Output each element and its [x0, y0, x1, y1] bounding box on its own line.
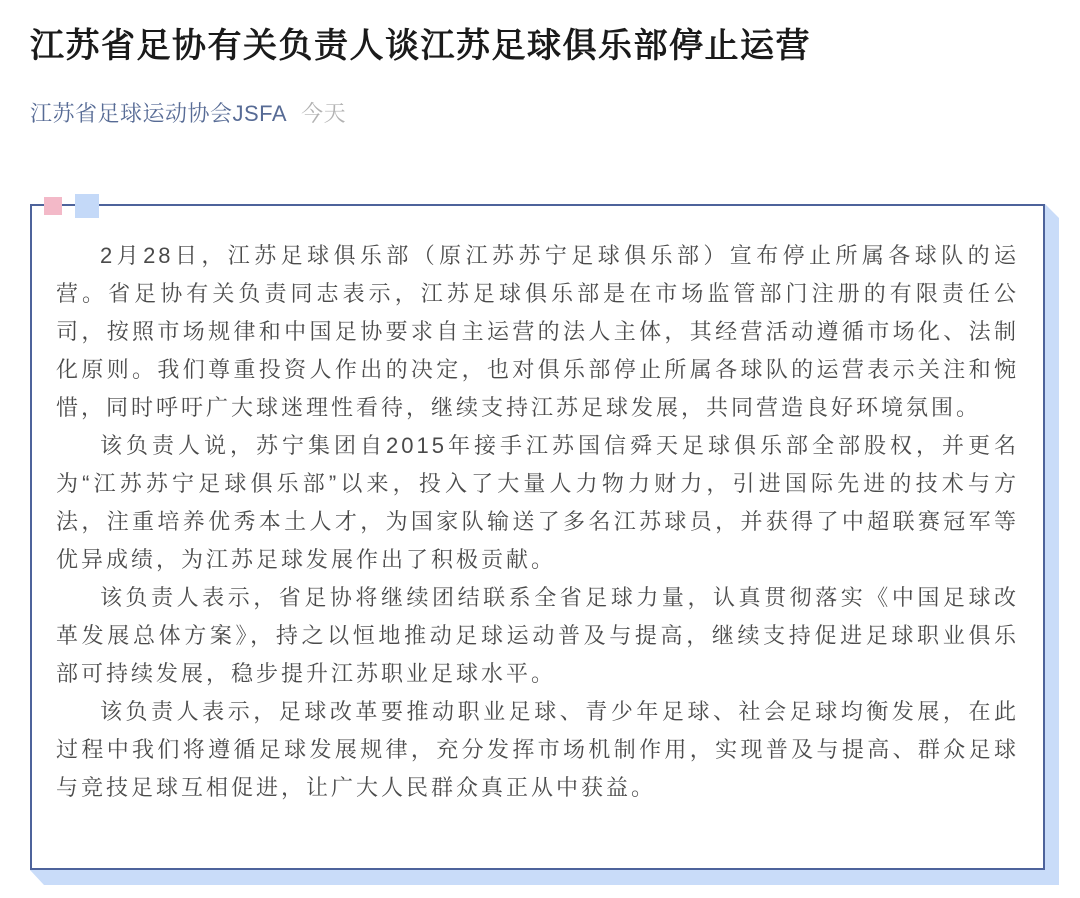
- article-paragraph: 该负责人表示，足球改革要推动职业足球、青少年足球、社会足球均衡发展，在此过程中我们将遵循足球发展规律，充分发挥市场机制作用，实现普及与提高、群众足球与竞技足球互相促进，让广大人民群众真正从中获益。: [56, 699, 1019, 800]
- publish-time: 今天: [301, 101, 347, 126]
- account-link[interactable]: 江苏省足球运动协会JSFA: [30, 101, 288, 126]
- decor-blue-square: [75, 194, 99, 218]
- article-paragraph: 该负责人说，苏宁集团自2015年接手江苏国信舜天足球俱乐部全部股权，并更名为“江苏苏宁足球俱乐部”以来，投入了大量人力物力财力，引进国际先进的技术与方法，注重培养优秀本土人才，为国家队输送了多名江苏球员，并获得了中超联赛冠军等优异成绩，为江苏足球发展作出了积极贡献。: [56, 433, 1019, 572]
- article-paragraph: 该负责人表示，省足协将继续团结联系全省足球力量，认真贯彻落实《中国足球改革发展总体方案》，持之以恒地推动足球运动普及与提高，继续支持促进足球职业俱乐部可持续发展，稳步提升江苏职业足球水平。: [56, 585, 1019, 686]
- page-title: 江苏省足协有关负责人谈江苏足球俱乐部停止运营: [30, 27, 811, 65]
- article-card: [30, 204, 1045, 870]
- byline: [30, 97, 1050, 128]
- decor-pink-square: [44, 197, 62, 215]
- article-header: [0, 0, 1080, 128]
- article-paragraph: 2月28日，江苏足球俱乐部（原江苏苏宁足球俱乐部）宣布停止所属各球队的运营。省足协有关负责同志表示，江苏足球俱乐部是在市场监管部门注册的有限责任公司，按照市场规律和中国足协要求自主运营的法人主体，其经营活动遵循市场化、法制化原则。我们尊重投资人作出的决定，也对俱乐部停止所属各球队的运营表示关注和惋惜，同时呼吁广大球迷理性看待，继续支持江苏足球发展，共同营造良好环境氛围。: [56, 243, 1019, 420]
- article-card-wrap: [30, 204, 1045, 870]
- article-body: [56, 237, 1019, 807]
